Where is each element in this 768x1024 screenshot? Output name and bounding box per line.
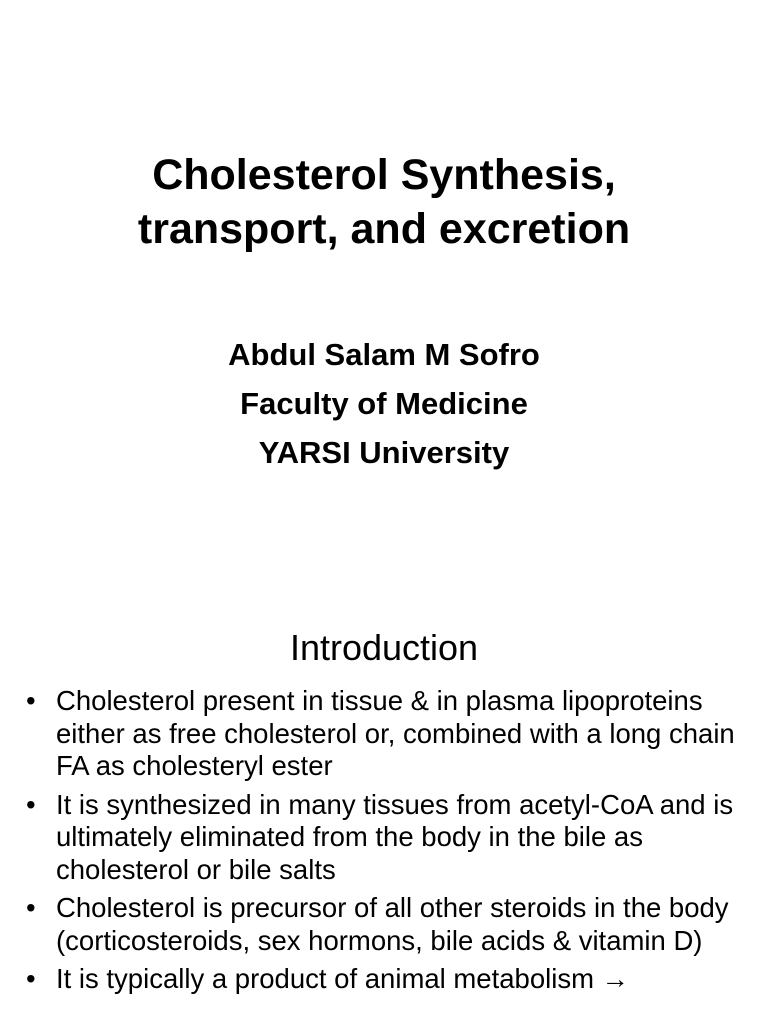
university-name: YARSI University — [258, 435, 510, 470]
bullet-icon: • — [26, 963, 36, 994]
title-line-2: transport, and excretion — [137, 205, 631, 253]
bullet-text: Cholesterol present in tissue & in plasma lipoproteins either as free cholesterol or, combined with a long chain FA as cholesteryl ester — [56, 685, 735, 781]
slide-title — [0, 148, 768, 256]
bullet-text: Cholesterol is precursor of all other steroids in the body (corticosteroids, sex hormons, bile acids & vitamin D) — [56, 892, 729, 956]
author-name: Abdul Salam M Sofro — [228, 337, 540, 372]
bullet-item — [22, 685, 752, 783]
bullet-item — [22, 789, 752, 887]
bullet-text: It is typically a product of animal metabolism → — [56, 963, 630, 994]
author-info — [0, 330, 768, 477]
introduction-slide — [0, 576, 768, 1024]
bullet-text: It is synthesized in many tissues from acetyl-CoA and is ultimately eliminated from the body in the bile as cholesterol or bile salts — [56, 788, 734, 885]
faculty-name: Faculty of Medicine — [240, 386, 528, 421]
bullet-icon: • — [26, 892, 36, 923]
section-heading: Introduction — [289, 627, 479, 668]
title-line-1: Cholesterol Synthesis, — [152, 151, 616, 199]
bullet-list — [22, 685, 752, 1002]
bullet-item — [22, 892, 752, 957]
bullet-icon: • — [26, 685, 36, 716]
bullet-item — [22, 963, 752, 996]
bullet-icon: • — [26, 788, 36, 820]
